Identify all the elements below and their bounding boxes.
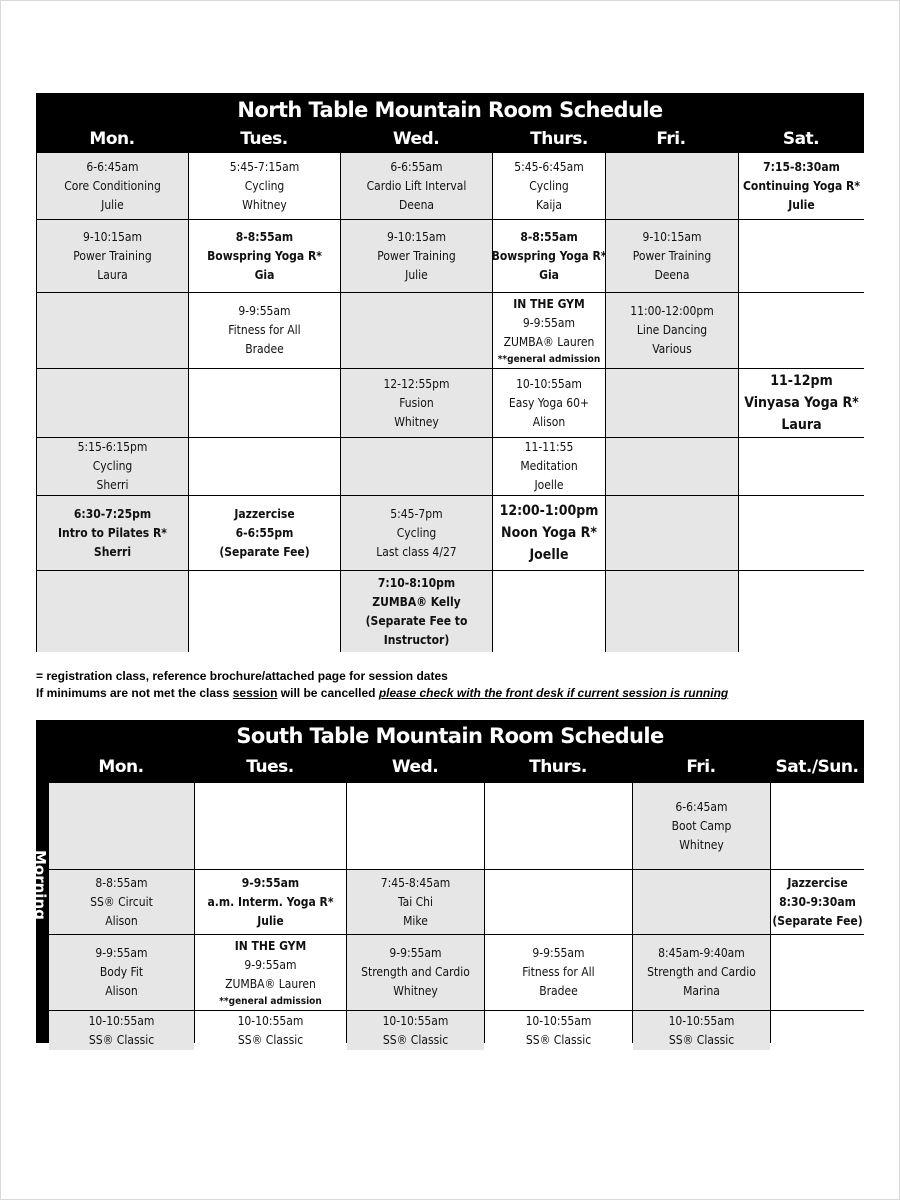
cell-line: Sherri (96, 478, 129, 492)
north-class-cell (493, 438, 605, 495)
cell-line: Strength and Cardio (647, 965, 756, 979)
cell-line: Body Fit (99, 965, 144, 979)
cell-text (208, 874, 334, 931)
north-class-cell (606, 153, 738, 219)
south-class-cell (49, 870, 194, 934)
cell-line: Power Training (377, 248, 456, 263)
cell-line: 9-10:15am (642, 229, 702, 244)
north-class-cell (606, 220, 738, 292)
cell-line: 9-9:55am (532, 946, 585, 960)
cell-line: 10-10:55am (525, 1013, 592, 1028)
north-class-cell (341, 438, 492, 495)
south-day-header-1: Tues. (246, 757, 294, 777)
cell-line: IN THE GYM (513, 296, 585, 311)
north-class-cell (606, 571, 738, 652)
cell-text (78, 438, 148, 495)
cell-line: Marina (683, 984, 720, 998)
cell-line: Laura (781, 417, 822, 433)
cell-line: Intro to Pilates R* (58, 525, 167, 540)
north-schedule-title: North Table Mountain Room Schedule (237, 98, 663, 122)
cell-text (772, 874, 862, 931)
north-class-cell (189, 293, 340, 368)
cell-text (743, 158, 860, 215)
cell-line: 8:45am-9:40am (658, 946, 745, 960)
cell-text (500, 500, 599, 566)
minimums-note-text: If minimums are not met the class (36, 686, 233, 700)
south-day-header-5: Sat./Sun. (775, 757, 859, 777)
south-class-cell (347, 783, 484, 869)
minimums-note-cancel: will be cancelled (277, 686, 379, 700)
cell-text (383, 375, 449, 432)
cell-text (64, 158, 161, 215)
cell-line: Continuing Yoga R* (743, 178, 860, 193)
south-class-cell (485, 870, 632, 934)
south-class-cell (633, 783, 770, 869)
cell-line: 5:45-6:45am (514, 159, 584, 174)
cell-line: IN THE GYM (234, 938, 307, 953)
north-day-header-5: Sat. (782, 129, 820, 149)
registration-note-text: = registration class, reference brochure/attached page for session dates (36, 669, 448, 683)
cell-text (669, 1012, 735, 1050)
north-class-cell (37, 220, 188, 292)
cell-line: Strength and Cardio (361, 965, 470, 979)
cell-line: Joelle (529, 547, 569, 563)
cell-line: 11-12pm (770, 373, 833, 389)
cell-line: 8-8:55am (95, 875, 148, 890)
north-class-cell (493, 153, 605, 219)
cell-line: SS® Classic (668, 1032, 735, 1047)
cell-line: 6:30-7:25pm (73, 506, 152, 521)
south-class-cell (347, 870, 484, 934)
cell-line: 6-6:55pm (235, 525, 294, 540)
north-class-cell (189, 496, 340, 570)
cell-line: Gia (539, 267, 559, 282)
north-class-cell (739, 496, 864, 570)
north-schedule-table (36, 93, 864, 652)
cell-line: Julie (257, 913, 284, 928)
cell-line: 6-6:55am (390, 159, 443, 174)
cell-line: Meditation (520, 459, 578, 473)
north-class-cell (493, 369, 605, 437)
north-class-cell (341, 496, 492, 570)
cell-line: Alison (105, 913, 138, 928)
south-day-header-0: Mon. (98, 757, 144, 777)
cell-line: Tai Chi (397, 894, 434, 909)
cell-line: Bradee (245, 342, 284, 356)
cell-line: Kaija (535, 197, 563, 212)
north-day-header-4: Fri. (656, 129, 686, 149)
cell-text (383, 1012, 449, 1050)
south-class-cell (49, 935, 194, 1010)
cell-line: Alison (105, 984, 138, 998)
cell-line: Julie (405, 267, 428, 282)
south-class-cell (771, 783, 864, 869)
south-class-cell (485, 1011, 632, 1050)
cell-line: (Separate Fee to (365, 613, 468, 628)
cell-line: 5:15-6:15pm (77, 440, 148, 454)
cell-line: Sherri (93, 544, 132, 559)
cell-line: Alison (532, 414, 566, 429)
cell-text (95, 944, 147, 1001)
north-class-cell (493, 496, 605, 570)
cell-line: Whitney (679, 837, 724, 852)
north-class-cell (37, 293, 188, 368)
cell-line: 10-10:55am (88, 1013, 155, 1028)
cell-text (361, 944, 470, 1001)
cell-line: Deena (654, 267, 690, 282)
minimums-note-session: session (232, 686, 278, 700)
cell-line: 11-11:55 (524, 440, 574, 454)
cell-line: Whitney (242, 197, 287, 212)
south-class-cell (633, 1011, 770, 1050)
north-class-cell (739, 369, 864, 437)
cell-text (520, 438, 577, 495)
registration-note (36, 669, 448, 683)
cell-text (230, 158, 300, 215)
cell-line: Easy Yoga 60+ (508, 395, 590, 410)
cell-line: SS® Classic (382, 1032, 449, 1047)
south-class-cell (347, 935, 484, 1010)
north-class-cell (341, 153, 492, 219)
south-class-cell (195, 870, 346, 934)
north-class-cell (341, 220, 492, 292)
south-side-label: Morning (31, 850, 49, 920)
cell-line: ZUMBA® Lauren (225, 976, 316, 991)
south-class-cell (347, 1011, 484, 1050)
cell-line: Various (652, 342, 692, 356)
north-class-cell (493, 293, 605, 368)
cell-line: Vinyasa Yoga R* (744, 395, 859, 411)
cell-line: 8-8:55am (520, 229, 578, 244)
cell-line: Bowspring Yoga R* (491, 248, 607, 263)
south-day-header-4: Fri. (686, 757, 716, 777)
north-class-cell (189, 571, 340, 652)
cell-line: 9-9:55am (95, 946, 148, 960)
north-class-cell (606, 293, 738, 368)
north-class-cell (37, 496, 188, 570)
cell-text (514, 158, 584, 215)
south-class-cell (771, 1011, 864, 1050)
cell-line: 11:00-12:00pm (630, 304, 714, 318)
south-class-cell (771, 935, 864, 1010)
cell-line: Core Conditioning (64, 178, 161, 193)
cell-line: ZUMBA® Kelly (372, 594, 461, 609)
cell-text (381, 874, 451, 931)
cell-line: Boot Camp (671, 818, 732, 833)
cell-line: ZUMBA® Lauren (503, 334, 595, 349)
north-class-cell (189, 438, 340, 495)
cell-line: Mike (403, 913, 428, 928)
cell-line: Fusion (399, 395, 434, 410)
north-class-cell (189, 153, 340, 219)
cell-line: 10-10:55am (382, 1013, 449, 1028)
cell-text (207, 228, 322, 285)
cell-line: 9-10:15am (82, 229, 142, 244)
north-class-cell (189, 369, 340, 437)
cell-text (377, 228, 455, 285)
cell-line: Line Dancing (636, 323, 708, 337)
south-class-cell (485, 935, 632, 1010)
cell-line: Cycling (92, 459, 133, 473)
north-class-cell (37, 571, 188, 652)
cell-line: Instructor) (383, 632, 450, 647)
cell-line: 10-10:55am (516, 376, 582, 391)
cell-text (219, 937, 322, 1009)
north-class-cell (606, 369, 738, 437)
north-day-header-2: Wed. (392, 129, 440, 149)
cell-line: Bowspring Yoga R* (207, 248, 322, 263)
cell-text (522, 944, 594, 1001)
north-class-cell (493, 571, 605, 652)
cell-line: 9-9:55am (389, 946, 442, 960)
north-class-cell (606, 438, 738, 495)
cell-line: Jazzercise (234, 506, 295, 521)
cell-text (366, 574, 468, 650)
north-class-cell (37, 153, 188, 219)
cell-line: Julie (788, 197, 815, 212)
south-class-cell (771, 870, 864, 934)
north-class-cell (739, 438, 864, 495)
cell-line: Whitney (393, 984, 438, 998)
cell-line: 10-10:55am (668, 1013, 735, 1028)
cell-text (633, 228, 711, 285)
cell-text (228, 302, 300, 359)
cell-text (367, 158, 467, 215)
south-class-cell (195, 783, 346, 869)
north-class-cell (493, 220, 605, 292)
cell-line: 9-10:15am (386, 229, 446, 244)
cell-line: 12-12:55pm (383, 376, 450, 391)
cell-line: Fitness for All (522, 965, 595, 979)
cell-line: 6-6:45am (86, 159, 139, 174)
cell-line: 12:00-1:00pm (499, 503, 599, 519)
cell-text (73, 228, 151, 285)
cell-line: Cycling (529, 178, 569, 193)
cell-line: 5:45-7pm (390, 506, 443, 521)
cell-line: Noon Yoga R* (501, 525, 597, 541)
north-class-cell (739, 571, 864, 652)
cell-line: Deena (398, 197, 435, 212)
cell-text (238, 1012, 304, 1050)
cell-line: Cardio Lift Interval (366, 178, 467, 193)
south-class-cell (195, 935, 346, 1010)
north-class-cell (739, 153, 864, 219)
north-class-cell (606, 496, 738, 570)
minimums-note (36, 686, 728, 700)
cell-line: SS® Classic (88, 1032, 155, 1047)
cell-line: **general admission (219, 995, 322, 1007)
north-day-header-1: Tues. (240, 129, 288, 149)
cell-text (58, 505, 167, 562)
cell-line: Joelle (534, 478, 564, 492)
cell-text (647, 944, 756, 1001)
north-class-cell (739, 220, 864, 292)
cell-text (672, 798, 732, 855)
cell-line: Cycling (244, 178, 285, 193)
cell-line: 9-9:55am (238, 304, 291, 318)
cell-text (219, 505, 309, 562)
cell-line: 5:45-7:15am (229, 159, 300, 174)
cell-line: Bradee (539, 984, 578, 998)
cell-text (630, 302, 713, 359)
cell-line: Cycling (396, 525, 437, 540)
cell-line: 7:45-8:45am (380, 875, 451, 890)
cell-line: 8-8:55am (235, 229, 294, 244)
cell-line: 9-9:55am (522, 315, 576, 330)
south-schedule-table (31, 720, 864, 1047)
south-day-header-2: Wed. (391, 757, 439, 777)
cell-line: Jazzercise (787, 875, 848, 890)
cell-text (498, 295, 601, 367)
north-class-cell (341, 571, 492, 652)
cell-text (526, 1012, 592, 1050)
south-class-cell (195, 1011, 346, 1050)
north-day-header-3: Thurs. (530, 129, 588, 149)
cell-line: Laura (97, 267, 128, 282)
north-class-cell (37, 369, 188, 437)
south-class-cell (633, 935, 770, 1010)
cell-line: 7:15-8:30am (763, 159, 840, 174)
south-class-cell (49, 783, 194, 869)
north-class-cell (189, 220, 340, 292)
cell-line: 7:10-8:10pm (377, 575, 456, 590)
cell-line: Power Training (73, 248, 152, 263)
north-class-cell (341, 293, 492, 368)
south-class-cell (633, 870, 770, 934)
cell-text (744, 370, 859, 436)
cell-text (376, 505, 456, 562)
cell-line: 9-9:55am (241, 875, 300, 890)
cell-line: **general admission (497, 353, 601, 365)
north-day-header-0: Mon. (89, 129, 135, 149)
south-day-header-3: Thurs. (529, 757, 587, 777)
cell-text (509, 375, 589, 432)
south-class-cell (49, 1011, 194, 1050)
cell-line: 9-9:55am (244, 957, 297, 972)
south-schedule-title: South Table Mountain Room Schedule (236, 724, 664, 748)
cell-line: (Separate Fee) (772, 913, 863, 928)
cell-line: Power Training (632, 248, 712, 263)
cell-line: 10-10:55am (237, 1013, 304, 1028)
cell-text (492, 228, 607, 285)
minimums-note-front-desk: please check with the front desk if current session is running (378, 686, 729, 700)
cell-line: SS® Circuit (90, 894, 153, 909)
cell-line: 6-6:45am (675, 799, 728, 814)
cell-line: Whitney (394, 414, 439, 429)
cell-line: SS® Classic (237, 1032, 304, 1047)
north-class-cell (37, 438, 188, 495)
cell-line: (Separate Fee) (219, 544, 310, 559)
cell-line: Gia (254, 267, 275, 282)
cell-text (89, 1012, 155, 1050)
cell-line: 8:30-9:30am (779, 894, 856, 909)
cell-line: a.m. Interm. Yoga R* (207, 894, 334, 909)
north-class-cell (341, 369, 492, 437)
cell-line: Fitness for All (228, 323, 301, 337)
cell-line: Julie (101, 197, 124, 212)
north-class-cell (739, 293, 864, 368)
cell-line: SS® Classic (525, 1032, 592, 1047)
south-class-cell (485, 783, 632, 869)
cell-line: Last class 4/27 (376, 544, 457, 559)
cell-text (90, 874, 153, 931)
